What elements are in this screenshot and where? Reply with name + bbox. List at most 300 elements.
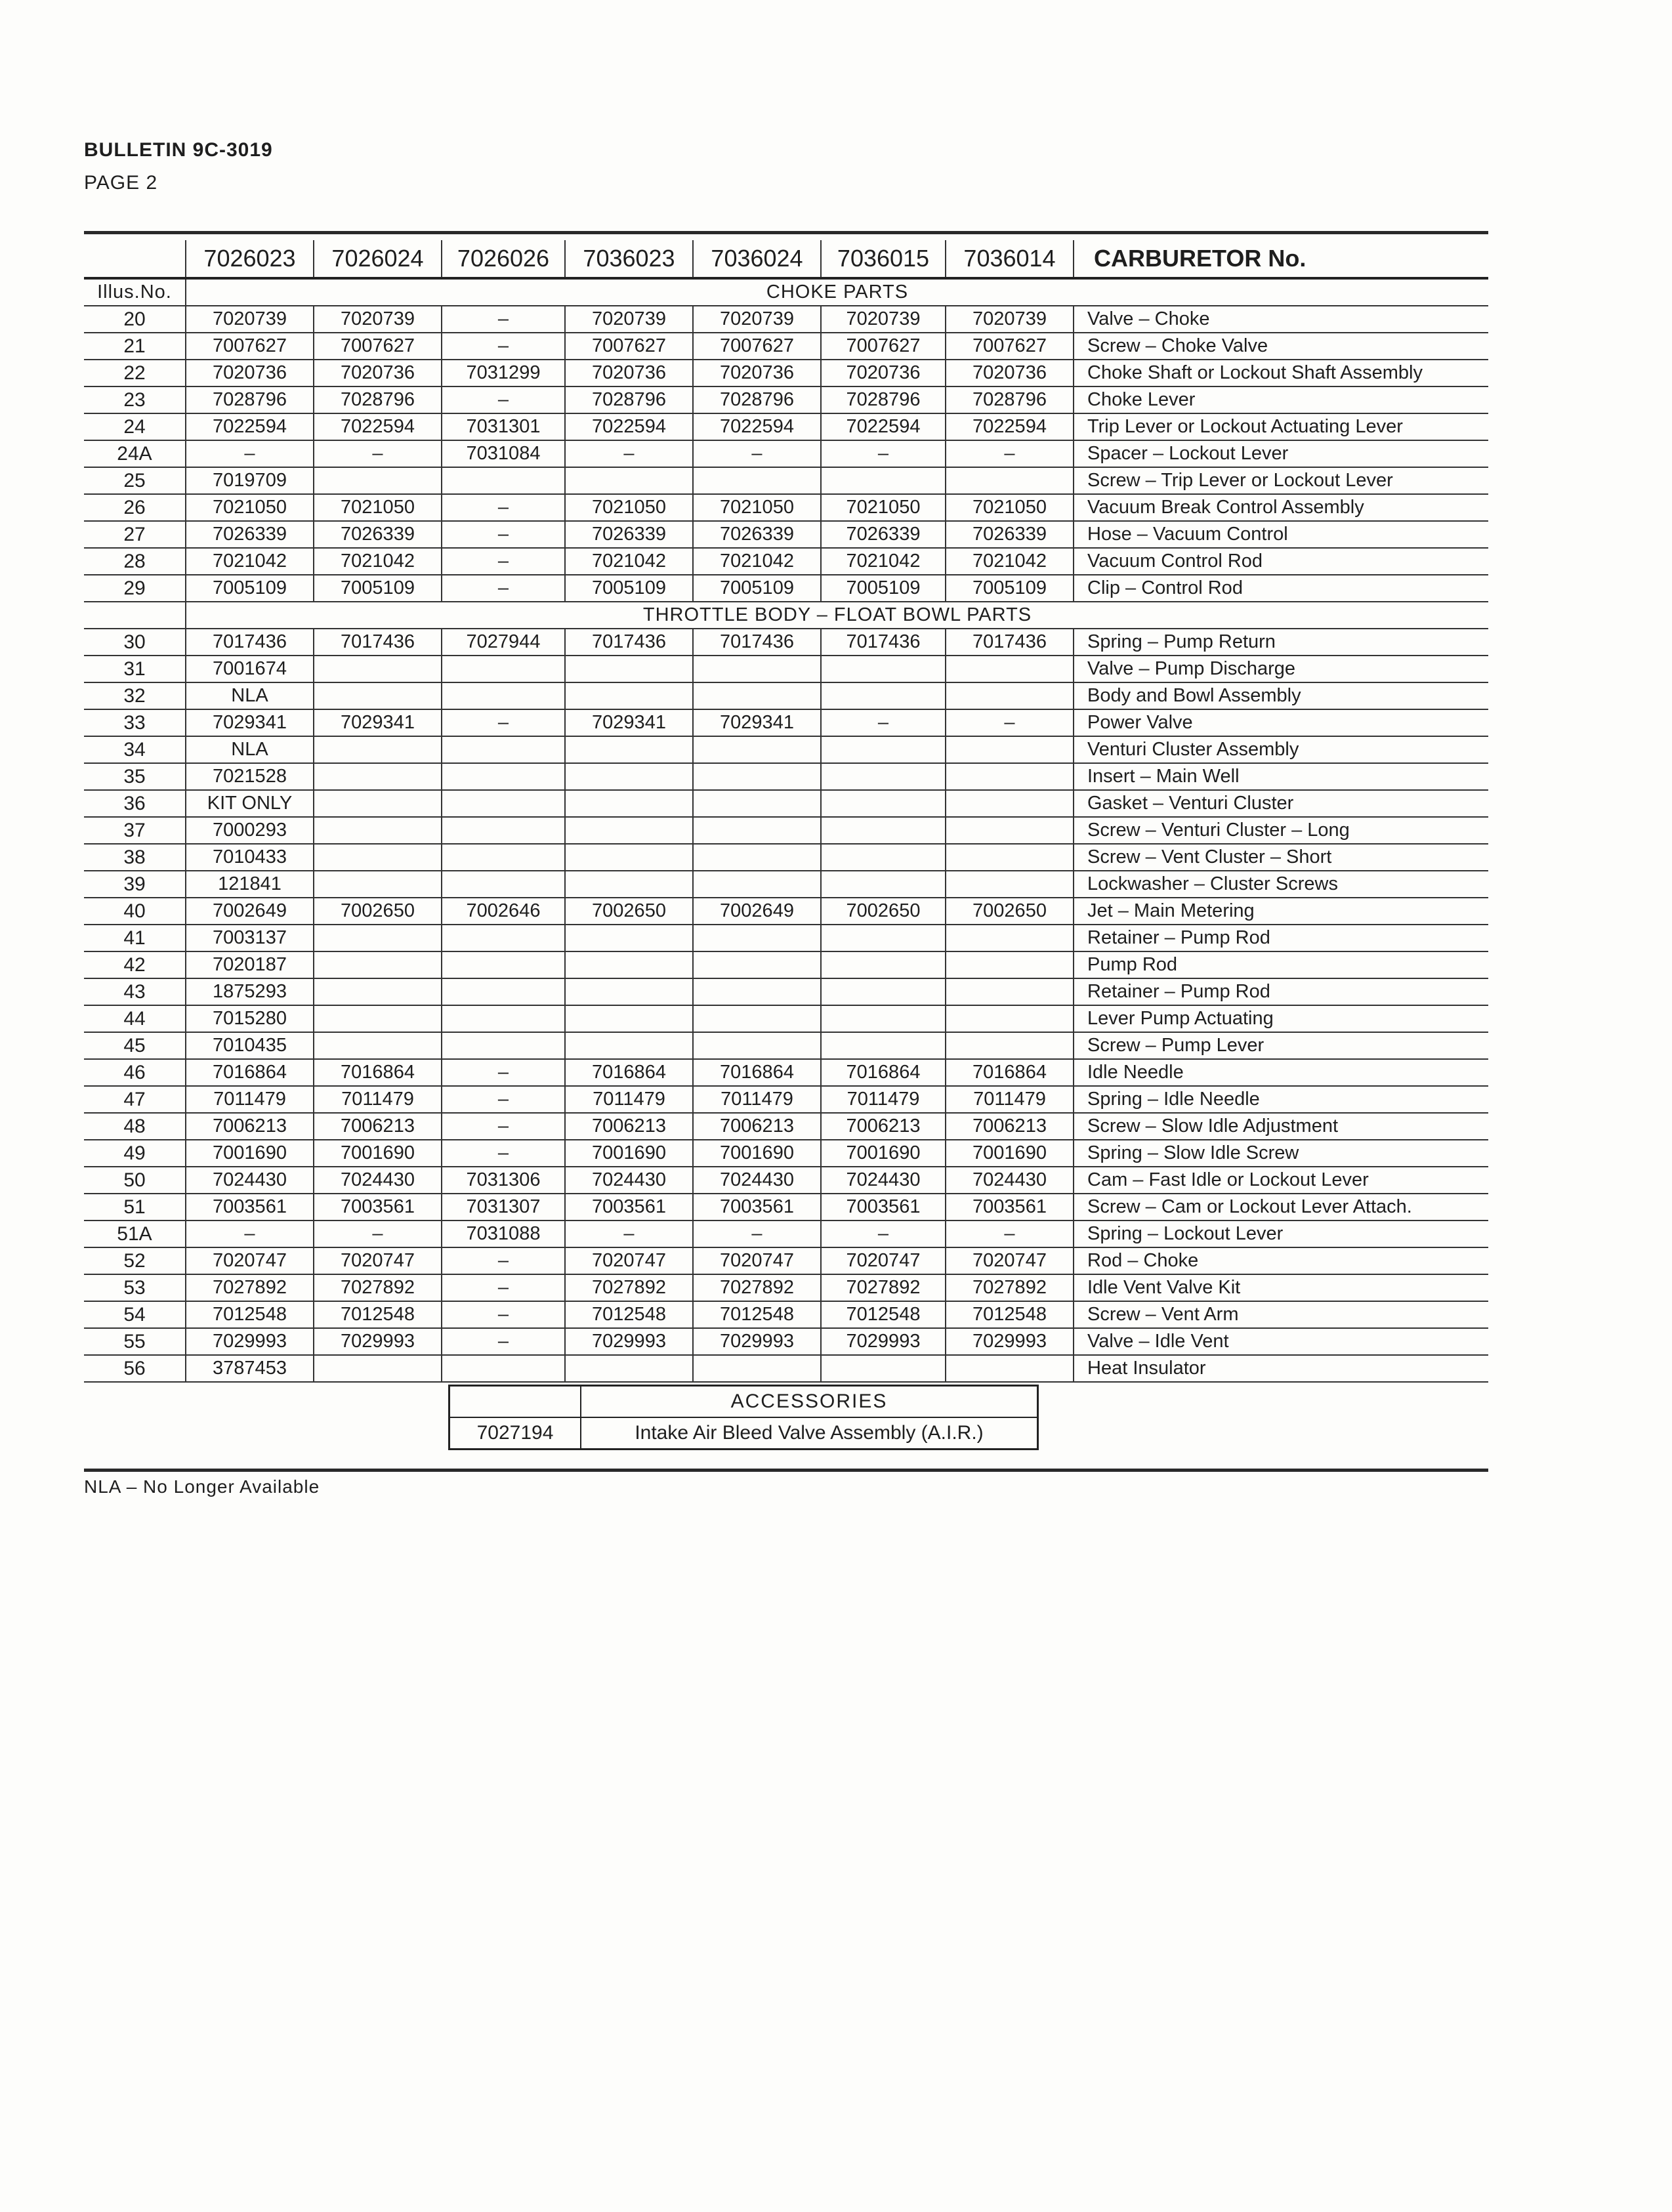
part-number-cell: 7021042 — [565, 548, 693, 575]
part-number-cell — [565, 1032, 693, 1059]
part-number-cell: 7017436 — [565, 629, 693, 656]
part-number-cell: 7026339 — [946, 521, 1074, 548]
part-number-cell: – — [946, 709, 1074, 736]
part-number-cell — [946, 844, 1074, 871]
part-number-cell: 7027892 — [314, 1274, 442, 1301]
part-number-cell: 7007627 — [186, 333, 314, 360]
part-number-cell: 7016864 — [946, 1059, 1074, 1086]
illus-number: 41 — [84, 925, 186, 951]
part-row — [84, 763, 1488, 790]
part-number-cell — [821, 951, 946, 978]
part-number-cell — [821, 978, 946, 1005]
part-number-cell — [314, 844, 442, 871]
part-number-cell: 7011479 — [314, 1086, 442, 1113]
part-number-cell: 7002650 — [314, 898, 442, 925]
part-number-cell: 7001690 — [565, 1140, 693, 1167]
part-number-cell: 7002646 — [442, 898, 565, 925]
part-number-cell: – — [821, 709, 946, 736]
part-description: Screw – Choke Valve — [1074, 333, 1488, 360]
section-title: THROTTLE BODY – FLOAT BOWL PARTS — [186, 602, 1488, 629]
part-number-cell — [565, 763, 693, 790]
carburetor-number: 7036023 — [565, 240, 693, 278]
part-number-cell: 7022594 — [693, 413, 821, 440]
part-number-cell: 7001674 — [186, 656, 314, 682]
part-number-cell: 7010435 — [186, 1032, 314, 1059]
part-number-cell — [314, 1005, 442, 1032]
part-number-cell — [946, 1005, 1074, 1032]
illus-number: 34 — [84, 736, 186, 763]
part-row — [84, 1032, 1488, 1059]
part-number-cell — [821, 1355, 946, 1382]
part-number-cell — [946, 1355, 1074, 1382]
part-description: Body and Bowl Assembly — [1074, 682, 1488, 709]
part-description: Vacuum Break Control Assembly — [1074, 494, 1488, 521]
part-number-cell: 7006213 — [565, 1113, 693, 1140]
part-number-cell — [821, 844, 946, 871]
carburetor-number: 7036014 — [946, 240, 1074, 278]
part-description: Insert – Main Well — [1074, 763, 1488, 790]
part-number-cell — [565, 951, 693, 978]
part-number-cell: 7021528 — [186, 763, 314, 790]
section-title: CHOKE PARTS — [186, 278, 1488, 306]
illus-number: 49 — [84, 1140, 186, 1167]
part-description: Spacer – Lockout Lever — [1074, 440, 1488, 467]
part-number-cell — [442, 817, 565, 844]
part-number-cell — [565, 978, 693, 1005]
part-number-cell — [314, 925, 442, 951]
part-number-cell — [821, 682, 946, 709]
illus-number: 33 — [84, 709, 186, 736]
part-description: Gasket – Venturi Cluster — [1074, 790, 1488, 817]
part-row — [84, 1113, 1488, 1140]
part-number-cell — [442, 656, 565, 682]
part-number-cell — [314, 1355, 442, 1382]
part-number-cell: 7021050 — [821, 494, 946, 521]
part-number-cell — [442, 682, 565, 709]
part-row — [84, 871, 1488, 898]
carburetor-number: 7026023 — [186, 240, 314, 278]
part-number-cell: 7002649 — [186, 898, 314, 925]
part-number-cell: 7021050 — [186, 494, 314, 521]
part-description: Screw – Pump Lever — [1074, 1032, 1488, 1059]
part-number-cell: 7024430 — [821, 1167, 946, 1194]
part-description: Clip – Control Rod — [1074, 575, 1488, 602]
part-number-cell — [946, 978, 1074, 1005]
part-description: Spring – Pump Return — [1074, 629, 1488, 656]
part-number-cell: NLA — [186, 736, 314, 763]
part-number-cell: 7028796 — [186, 386, 314, 413]
part-number-cell — [314, 951, 442, 978]
part-row — [84, 360, 1488, 386]
part-row — [84, 629, 1488, 656]
part-number-cell: – — [186, 440, 314, 467]
part-row — [84, 1355, 1488, 1382]
part-number-cell: 7031301 — [442, 413, 565, 440]
part-number-cell — [821, 1005, 946, 1032]
part-number-cell: 7005109 — [821, 575, 946, 602]
part-number-cell: 7028796 — [314, 386, 442, 413]
part-number-cell: – — [314, 1221, 442, 1247]
part-number-cell: – — [946, 1221, 1074, 1247]
part-number-cell: 7007627 — [821, 333, 946, 360]
part-number-cell: 7011479 — [693, 1086, 821, 1113]
part-row — [84, 1247, 1488, 1274]
part-number-cell: 7029993 — [946, 1328, 1074, 1355]
part-number-cell: – — [442, 1059, 565, 1086]
part-number-cell — [821, 790, 946, 817]
part-number-cell — [693, 925, 821, 951]
part-number-cell: 7020739 — [693, 306, 821, 333]
part-number-cell: 7005109 — [693, 575, 821, 602]
part-number-cell — [442, 1005, 565, 1032]
part-description: Retainer – Pump Rod — [1074, 925, 1488, 951]
part-number-cell — [693, 978, 821, 1005]
part-description: Screw – Trip Lever or Lockout Lever — [1074, 467, 1488, 494]
illus-number: 53 — [84, 1274, 186, 1301]
part-number-cell: – — [442, 1086, 565, 1113]
illus-number: 21 — [84, 333, 186, 360]
part-number-cell: 7020739 — [946, 306, 1074, 333]
carburetor-number: 7026024 — [314, 240, 442, 278]
part-number-cell: 7021050 — [565, 494, 693, 521]
section-spacer-cell — [84, 602, 186, 629]
part-number-cell: 7005109 — [565, 575, 693, 602]
part-number-cell — [946, 467, 1074, 494]
part-number-cell: 7028796 — [565, 386, 693, 413]
illus-number: 32 — [84, 682, 186, 709]
part-number-cell — [314, 763, 442, 790]
part-number-cell — [946, 790, 1074, 817]
illus-number: 28 — [84, 548, 186, 575]
part-number-cell: 7028796 — [821, 386, 946, 413]
part-number-cell — [821, 736, 946, 763]
part-number-cell: – — [314, 440, 442, 467]
illus-number: 35 — [84, 763, 186, 790]
part-number-cell — [693, 871, 821, 898]
part-number-cell: 7021050 — [314, 494, 442, 521]
illus-no-label: Illus.No. — [84, 278, 186, 306]
part-number-cell — [821, 763, 946, 790]
part-number-cell — [442, 925, 565, 951]
part-number-cell — [565, 1005, 693, 1032]
illus-number: 27 — [84, 521, 186, 548]
part-number-cell: 7031306 — [442, 1167, 565, 1194]
illus-number: 47 — [84, 1086, 186, 1113]
section-header-row — [84, 278, 1488, 306]
illus-number: 23 — [84, 386, 186, 413]
part-number-cell: 7016864 — [693, 1059, 821, 1086]
part-description: Choke Shaft or Lockout Shaft Assembly — [1074, 360, 1488, 386]
part-number-cell — [442, 790, 565, 817]
part-description: Vacuum Control Rod — [1074, 548, 1488, 575]
part-number-cell: 7026339 — [314, 521, 442, 548]
part-number-cell: 7020739 — [186, 306, 314, 333]
part-number-cell: 7022594 — [946, 413, 1074, 440]
part-number-cell: 7026339 — [565, 521, 693, 548]
part-number-cell — [314, 790, 442, 817]
part-number-cell: 7011479 — [946, 1086, 1074, 1113]
part-number-cell — [693, 817, 821, 844]
part-row — [84, 1086, 1488, 1113]
illus-number: 24 — [84, 413, 186, 440]
part-number-cell: 7031299 — [442, 360, 565, 386]
accessories-header-row — [449, 1386, 1038, 1418]
part-row — [84, 548, 1488, 575]
part-number-cell: 7016864 — [314, 1059, 442, 1086]
part-row — [84, 494, 1488, 521]
part-number-cell: – — [442, 1140, 565, 1167]
part-description: Spring – Idle Needle — [1074, 1086, 1488, 1113]
part-number-cell: – — [442, 521, 565, 548]
part-number-cell: 7003561 — [314, 1194, 442, 1221]
part-number-cell: 7012548 — [565, 1301, 693, 1328]
part-number-cell: 7007627 — [565, 333, 693, 360]
part-number-cell — [821, 467, 946, 494]
part-description: Lockwasher – Cluster Screws — [1074, 871, 1488, 898]
bottom-rule — [84, 1469, 1488, 1472]
part-number-cell: 7002650 — [821, 898, 946, 925]
section-header-row — [84, 602, 1488, 629]
part-number-cell — [314, 656, 442, 682]
part-number-cell: – — [442, 333, 565, 360]
part-number-cell — [693, 1005, 821, 1032]
part-description: Choke Lever — [1074, 386, 1488, 413]
part-number-cell: – — [442, 1301, 565, 1328]
part-description: Idle Vent Valve Kit — [1074, 1274, 1488, 1301]
part-number-cell: 7020739 — [565, 306, 693, 333]
part-number-cell: 7029341 — [186, 709, 314, 736]
part-number-cell: 7024430 — [946, 1167, 1074, 1194]
part-number-cell: KIT ONLY — [186, 790, 314, 817]
part-row — [84, 656, 1488, 682]
part-number-cell — [314, 1032, 442, 1059]
parts-table-body — [84, 278, 1488, 1382]
illus-number: 40 — [84, 898, 186, 925]
page-number: PAGE 2 — [84, 172, 158, 194]
part-number-cell: 1875293 — [186, 978, 314, 1005]
part-number-cell — [565, 682, 693, 709]
part-row — [84, 306, 1488, 333]
part-number-cell — [693, 656, 821, 682]
part-number-cell: 7029993 — [693, 1328, 821, 1355]
part-description: Idle Needle — [1074, 1059, 1488, 1086]
part-description: Screw – Vent Arm — [1074, 1301, 1488, 1328]
accessories-title: ACCESSORIES — [581, 1386, 1038, 1418]
part-row — [84, 790, 1488, 817]
part-number-cell: – — [442, 548, 565, 575]
part-number-cell: 7031088 — [442, 1221, 565, 1247]
part-description: Screw – Slow Idle Adjustment — [1074, 1113, 1488, 1140]
part-number-cell: 7020187 — [186, 951, 314, 978]
part-row — [84, 682, 1488, 709]
part-description: Valve – Pump Discharge — [1074, 656, 1488, 682]
part-number-cell: 7027892 — [821, 1274, 946, 1301]
part-number-cell — [946, 682, 1074, 709]
part-row — [84, 1140, 1488, 1167]
illus-number: 42 — [84, 951, 186, 978]
part-number-cell: 7006213 — [314, 1113, 442, 1140]
part-number-cell: 7022594 — [314, 413, 442, 440]
part-number-cell: – — [442, 386, 565, 413]
part-description: Venturi Cluster Assembly — [1074, 736, 1488, 763]
illus-number: 56 — [84, 1355, 186, 1382]
part-number-cell: 7015280 — [186, 1005, 314, 1032]
illus-number: 52 — [84, 1247, 186, 1274]
part-number-cell — [946, 817, 1074, 844]
carburetor-number: 7026026 — [442, 240, 565, 278]
part-number-cell — [442, 736, 565, 763]
part-number-cell: NLA — [186, 682, 314, 709]
illus-number: 20 — [84, 306, 186, 333]
part-number-cell: 121841 — [186, 871, 314, 898]
part-number-cell: 7029341 — [693, 709, 821, 736]
illus-number: 30 — [84, 629, 186, 656]
part-number-cell: – — [442, 575, 565, 602]
part-number-cell: 7017436 — [693, 629, 821, 656]
part-number-cell: 7016864 — [565, 1059, 693, 1086]
part-description: Jet – Main Metering — [1074, 898, 1488, 925]
part-number-cell — [442, 1032, 565, 1059]
part-number-cell: – — [186, 1221, 314, 1247]
part-description: Hose – Vacuum Control — [1074, 521, 1488, 548]
part-number-cell: 7001690 — [186, 1140, 314, 1167]
part-number-cell: 7017436 — [314, 629, 442, 656]
part-number-cell: 7021042 — [693, 548, 821, 575]
part-number-cell: 7001690 — [693, 1140, 821, 1167]
part-row — [84, 1005, 1488, 1032]
part-row — [84, 925, 1488, 951]
part-number-cell: 7017436 — [821, 629, 946, 656]
part-row — [84, 521, 1488, 548]
part-description: Cam – Fast Idle or Lockout Lever — [1074, 1167, 1488, 1194]
carburetor-number: 7036015 — [821, 240, 946, 278]
accessory-description: Intake Air Bleed Valve Assembly (A.I.R.) — [581, 1417, 1038, 1450]
part-number-cell — [314, 467, 442, 494]
part-description: Lever Pump Actuating — [1074, 1005, 1488, 1032]
part-number-cell: 7020736 — [821, 360, 946, 386]
part-number-cell: 7006213 — [821, 1113, 946, 1140]
top-rule — [84, 231, 1488, 234]
part-number-cell — [946, 656, 1074, 682]
part-number-cell: 7027892 — [186, 1274, 314, 1301]
illus-number: 25 — [84, 467, 186, 494]
part-number-cell — [565, 817, 693, 844]
carburetor-header-row — [84, 240, 1488, 278]
part-number-cell — [442, 951, 565, 978]
part-number-cell — [693, 682, 821, 709]
accessory-part-number: 7027194 — [449, 1417, 581, 1450]
part-number-cell: 7029993 — [821, 1328, 946, 1355]
part-number-cell: 7012548 — [693, 1301, 821, 1328]
illus-number: 38 — [84, 844, 186, 871]
part-number-cell — [565, 790, 693, 817]
part-number-cell: 7012548 — [186, 1301, 314, 1328]
part-number-cell: – — [821, 1221, 946, 1247]
part-row — [84, 467, 1488, 494]
part-number-cell — [314, 736, 442, 763]
part-number-cell — [946, 951, 1074, 978]
part-number-cell: 7022594 — [821, 413, 946, 440]
part-row — [84, 1194, 1488, 1221]
part-number-cell: 7017436 — [946, 629, 1074, 656]
illus-number: 45 — [84, 1032, 186, 1059]
part-number-cell: 7012548 — [946, 1301, 1074, 1328]
part-number-cell: – — [565, 1221, 693, 1247]
part-number-cell: 7006213 — [693, 1113, 821, 1140]
part-number-cell: 7007627 — [314, 333, 442, 360]
part-number-cell: 7005109 — [186, 575, 314, 602]
part-number-cell — [946, 763, 1074, 790]
part-number-cell — [821, 1032, 946, 1059]
part-number-cell: 7020747 — [314, 1247, 442, 1274]
part-number-cell: 7001690 — [946, 1140, 1074, 1167]
part-row — [84, 440, 1488, 467]
part-number-cell — [693, 763, 821, 790]
part-row — [84, 1301, 1488, 1328]
part-row — [84, 1274, 1488, 1301]
part-number-cell: 7027892 — [693, 1274, 821, 1301]
part-row — [84, 898, 1488, 925]
part-description: Retainer – Pump Rod — [1074, 978, 1488, 1005]
part-number-cell: – — [442, 494, 565, 521]
part-number-cell: – — [442, 1274, 565, 1301]
part-number-cell — [442, 871, 565, 898]
part-number-cell: 7003561 — [946, 1194, 1074, 1221]
part-number-cell: 7021050 — [946, 494, 1074, 521]
part-row — [84, 1059, 1488, 1086]
illus-number: 54 — [84, 1301, 186, 1328]
part-row — [84, 951, 1488, 978]
part-number-cell: 7027892 — [946, 1274, 1074, 1301]
part-row — [84, 978, 1488, 1005]
part-number-cell: 7026339 — [186, 521, 314, 548]
part-number-cell: 7024430 — [186, 1167, 314, 1194]
part-number-cell: 7012548 — [314, 1301, 442, 1328]
part-description: Screw – Vent Cluster – Short — [1074, 844, 1488, 871]
part-description: Spring – Slow Idle Screw — [1074, 1140, 1488, 1167]
part-row — [84, 1221, 1488, 1247]
part-number-cell — [565, 467, 693, 494]
part-row — [84, 386, 1488, 413]
part-number-cell — [565, 871, 693, 898]
blank-header-cell — [84, 240, 186, 278]
part-row — [84, 817, 1488, 844]
part-number-cell — [565, 844, 693, 871]
part-number-cell: 7020747 — [565, 1247, 693, 1274]
illus-number: 51A — [84, 1221, 186, 1247]
part-number-cell: 7006213 — [946, 1113, 1074, 1140]
part-row — [84, 709, 1488, 736]
part-number-cell: 7026339 — [693, 521, 821, 548]
part-number-cell: 7003561 — [821, 1194, 946, 1221]
part-row — [84, 1167, 1488, 1194]
part-number-cell: 7007627 — [693, 333, 821, 360]
part-number-cell: 7021042 — [186, 548, 314, 575]
part-number-cell: 7031084 — [442, 440, 565, 467]
part-number-cell — [314, 682, 442, 709]
part-number-cell: 7020736 — [314, 360, 442, 386]
part-number-cell — [565, 736, 693, 763]
part-number-cell: – — [693, 440, 821, 467]
illus-number: 37 — [84, 817, 186, 844]
illus-number: 31 — [84, 656, 186, 682]
part-number-cell: 7021042 — [946, 548, 1074, 575]
part-number-cell — [442, 1355, 565, 1382]
part-number-cell: 7003561 — [565, 1194, 693, 1221]
part-row — [84, 413, 1488, 440]
part-number-cell: 7001690 — [821, 1140, 946, 1167]
part-number-cell — [693, 1355, 821, 1382]
